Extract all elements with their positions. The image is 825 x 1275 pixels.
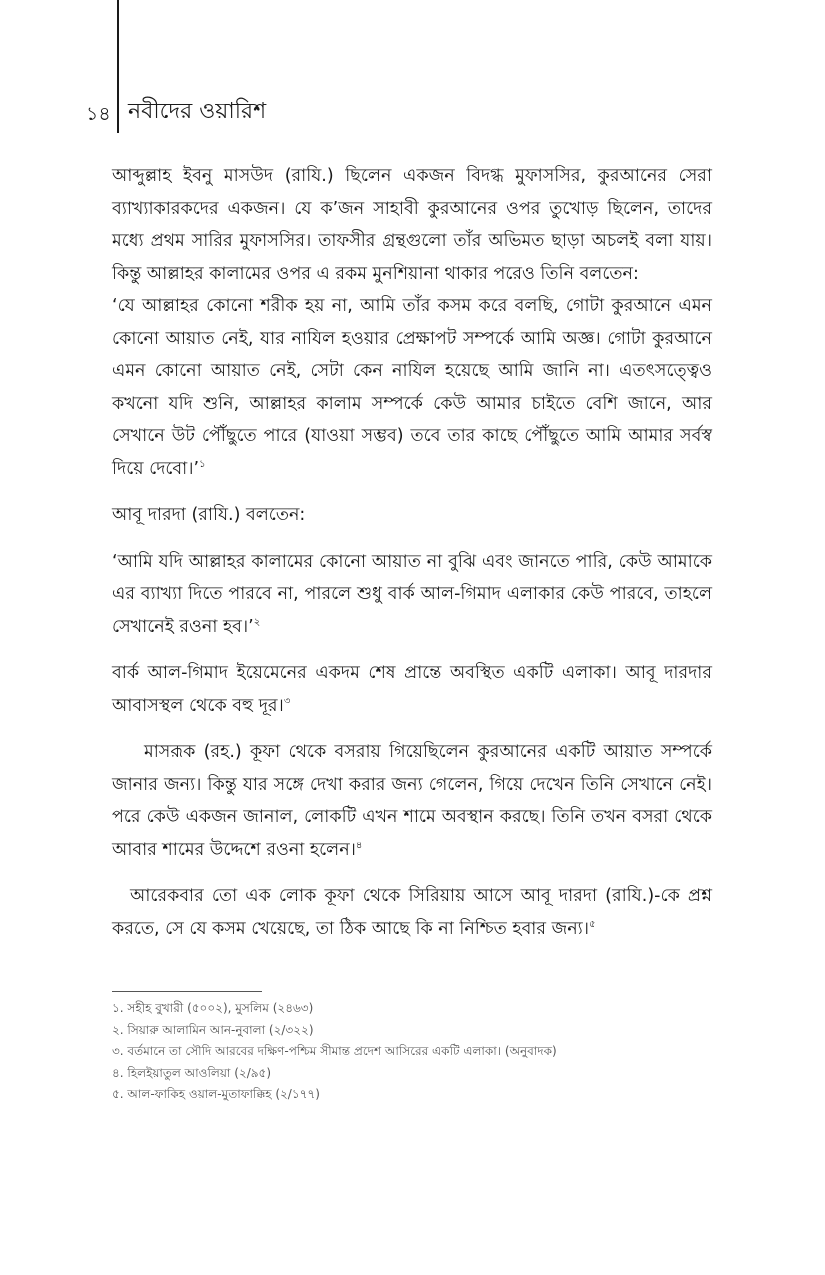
footnote-ref-1[interactable]: ১ bbox=[199, 458, 206, 470]
footnote-ref-4[interactable]: ৪ bbox=[355, 839, 363, 851]
main-text bbox=[112, 160, 712, 945]
footnote-ref-3[interactable]: ৩ bbox=[283, 695, 291, 707]
paragraph-abu-darda-quote bbox=[112, 546, 712, 644]
footnote-divider bbox=[112, 991, 262, 992]
page-number: ১৪ bbox=[86, 103, 111, 125]
paragraph-text: ‘আমি যদি আল্লাহর কালামের কোনো আয়াত না বুঝি এবং জানতে পারি, কেউ আমাকে এর ব্যাখ্যা দিতে পারবে না, পারলে শুধু বার্ক আল-গিমাদ এলাকার কেউ পারবে, তাহলে সেখানেই রওনা হব।’ bbox=[112, 551, 712, 637]
footnote-item: ৪. হিলইয়াতুল আওলিয়া (২/৯৫) bbox=[112, 1065, 271, 1080]
paragraph-ibn-masud-intro bbox=[112, 160, 712, 290]
paragraph-masruq bbox=[112, 736, 712, 866]
footnote-item: ১. সহীহ বুখারী (৫০০২), মুসলিম (২৪৬৩) bbox=[112, 1001, 314, 1015]
paragraph-bark-al-ghimad bbox=[112, 657, 712, 722]
running-title: নবীদের ওয়ারিশ bbox=[128, 99, 267, 124]
paragraph-kufa-traveler bbox=[112, 880, 712, 945]
footnote-ref-2[interactable]: ২ bbox=[253, 616, 261, 628]
header-vertical-rule bbox=[117, 0, 119, 133]
footnote-item: ৫. আল-ফাকিহ ওয়াল-মুতাফাক্কিহ (২/১৭৭) bbox=[112, 1087, 320, 1101]
paragraph-abu-darda-intro bbox=[112, 499, 712, 532]
paragraph-text: বার্ক আল-গিমাদ ইয়েমেনের একদম শেষ প্রান্তে অবস্থিত একটি এলাকা। আবূ দারদার আবাসস্থল থেকে বহু দূর। bbox=[112, 663, 712, 716]
footnote-item: ৩. বর্তমানে তা সৌদি আরবের দক্ষিণ-পশ্চিম সীমান্ত প্রদেশ আসিরের একটি এলাকা। (অনুবাদক) bbox=[112, 1044, 557, 1058]
footnotes-list bbox=[112, 998, 712, 1106]
footnote-item: ২. সিয়ারু আলামিন আন-নুবালা (২/৩২২) bbox=[112, 1022, 314, 1037]
paragraph-text: ‘যে আল্লাহর কোনো শরীক হয় না, আমি তাঁর কসম করে বলছি, গোটা কুরআনে এমন কোনো আয়াত নেই, যার নাযিল হওয়ার প্রেক্ষাপট সম্পর্কে আমি অজ্ঞ। গোটা কুরআনে এমন কোনো আয়াত নেই, সেটা কেন নাযিল হয়েছে আমি জানি না। এতৎসত্ত্বেও কখনো যদি শুনি, আল্লাহর কালাম সম্পর্কে কেউ আমার চাইতে বেশি জানে, আর সেখানে উট পৌঁছুতে পারে (যাওয়া সম্ভব) তবে তার কাছে পৌঁছুতে আমি আমার সর্বস্ব দিয়ে দেবো।’ bbox=[112, 296, 712, 479]
paragraph-text: আরেকবার তো এক লোক কূফা থেকে সিরিয়ায় আসে আবূ দারদা (রাযি.)-কে প্রশ্ন করতে, সে যে কসম খেয়েছে, তা ঠিক আছে কি না নিশ্চিত হবার জন্য। bbox=[112, 886, 712, 939]
paragraph-text: মাসরূক (রহ.) কূফা থেকে বসরায় গিয়েছিলেন কুরআনের একটি আয়াত সম্পর্কে জানার জন্য। কিন্তু যার সঙ্গে দেখা করার জন্য গেলেন, গিয়ে দেখেন তিনি সেখানে নেই। পরে কেউ একজন জানাল, লোকটি এখন শামে অবস্থান করছে। তিনি তখন বসরা থেকে আবার শামের উদ্দেশে রওনা হলেন। bbox=[112, 742, 712, 860]
paragraph-text: আবূ দারদা (রাযি.) বলতেন: bbox=[112, 505, 306, 525]
footnote-ref-5[interactable]: ৫ bbox=[589, 918, 596, 930]
paragraph-ibn-masud-quote bbox=[112, 290, 712, 485]
paragraph-text: আব্দুল্লাহ ইবনু মাসউদ (রাযি.) ছিলেন একজন বিদগ্ধ মুফাসসির, কুরআনের সেরা ব্যাখ্যাকারকদের একজন। যে ক’জন সাহাবী কুরআনের ওপর তুখোড় ছিলেন, তাদের মধ্যে প্রথম সারির মুফাসসির। তাফসীর গ্রন্থগুলো তাঁর অভিমত ছাড়া অচলই বলা যায়। কিন্তু আল্লাহর কালামের ওপর এ রকম মুনশিয়ানা থাকার পরেও তিনি বলতেন: bbox=[112, 166, 712, 284]
